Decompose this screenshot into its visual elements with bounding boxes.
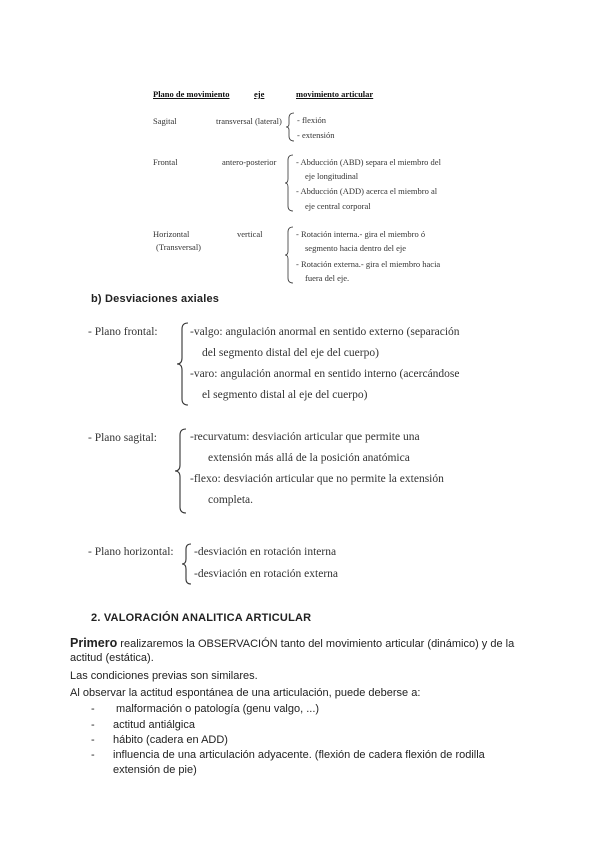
group-sagital-label: - Plano sagital: (88, 432, 157, 444)
table-header-plane: Plano de movimiento (153, 89, 230, 99)
paragraph-observacion-line-2: actitud (estática). (70, 652, 154, 664)
brace-group-frontal (176, 322, 190, 406)
row-horizontal-plane: Horizontal (153, 229, 190, 239)
paragraph-condiciones: Las condiciones previas son similares. (70, 670, 258, 682)
row-horizontal-item-2: segmento hacia dentro del eje (305, 243, 407, 253)
list-item-continuation: extensión de pie) (113, 764, 197, 776)
row-sagital-item-2: - extensión (297, 130, 335, 140)
brace-horizontal (285, 226, 295, 284)
paragraph-observacion-rest: realizaremos la OBSERVACIÓN tanto del movimiento articular (dinámico) y de la (117, 638, 515, 650)
brace-sagital (286, 112, 296, 142)
list-item (91, 703, 319, 715)
group-frontal-label: - Plano frontal: (88, 326, 158, 338)
row-sagital-axis: transversal (lateral) (216, 116, 282, 126)
row-frontal-item-1: - Abducción (ABD) separa el miembro del (296, 157, 441, 167)
list-item-text: actitud antiálgica (113, 719, 195, 731)
row-frontal-item-2: eje longitudinal (305, 171, 359, 181)
bullet-dash: - (91, 719, 95, 731)
row-horizontal-item-1: - Rotación interna.- gira el miembro ó (296, 229, 426, 239)
list-item (91, 734, 228, 746)
group-frontal-line-2: del segmento distal del eje del cuerpo) (202, 347, 379, 359)
paragraph-observacion (70, 636, 514, 650)
table-header-axis: eje (254, 89, 265, 99)
row-frontal-item-4: eje central corporal (305, 201, 371, 211)
group-frontal-line-1: -valgo: angulación anormal en sentido externo (separación (190, 326, 460, 338)
group-frontal-line-3: -varo: angulación anormal en sentido interno (acercándose (190, 368, 460, 380)
group-sagital-line-4: completa. (208, 494, 254, 506)
row-frontal-plane: Frontal (153, 157, 178, 167)
row-sagital-plane: Sagital (153, 116, 177, 126)
row-horizontal-axis: vertical (237, 229, 263, 239)
group-horizontal-line-2: -desviación en rotación externa (194, 568, 339, 580)
table-header-movement: movimiento articular (296, 89, 374, 99)
section-2-title: 2. VALORACIÓN ANALITICA ARTICULAR (91, 612, 312, 624)
paragraph-actitud: Al observar la actitud espontánea de una articulación, puede deberse a: (70, 687, 421, 699)
bullet-dash: - (91, 734, 95, 746)
list-item (91, 719, 195, 731)
row-horizontal-plane-2: (Transversal) (156, 242, 202, 252)
list-item-text: hábito (cadera en ADD) (113, 734, 228, 746)
list-item-text: influencia de una articulación adyacente. (flexión de cadera flexión de rodilla (113, 749, 485, 761)
group-horizontal-label: - Plano horizontal: (88, 546, 174, 558)
group-horizontal-line-1: -desviación en rotación interna (194, 546, 337, 558)
row-horizontal-item-4: fuera del eje. (305, 273, 350, 283)
section-b-title: b) Desviaciones axiales (91, 293, 220, 305)
brace-frontal (285, 154, 295, 212)
list-item-text: malformación o patología (genu valgo, ...) (113, 703, 320, 715)
group-frontal-line-4: el segmento distal al eje del cuerpo) (202, 389, 368, 401)
paragraph-observacion-bold: Primero (70, 636, 118, 650)
group-sagital-line-3: -flexo: desviación articular que no permite la extensión (190, 473, 444, 485)
row-frontal-item-3: - Abducción (ADD) acerca el miembro al (296, 186, 438, 196)
brace-group-horizontal (181, 543, 193, 585)
row-frontal-axis: antero-posterior (222, 157, 277, 167)
group-sagital-line-2: extensión más allá de la posición anatómica (208, 452, 410, 464)
group-sagital-line-1: -recurvatum: desviación articular que permite una (190, 431, 420, 443)
row-sagital-item-1: - flexión (297, 115, 327, 125)
list-item (91, 749, 485, 761)
row-horizontal-item-3: - Rotación externa.- gira el miembro hacia (296, 259, 441, 269)
brace-group-sagital (174, 428, 188, 514)
bullet-dash: - (91, 703, 95, 715)
bullet-dash: - (91, 749, 95, 761)
